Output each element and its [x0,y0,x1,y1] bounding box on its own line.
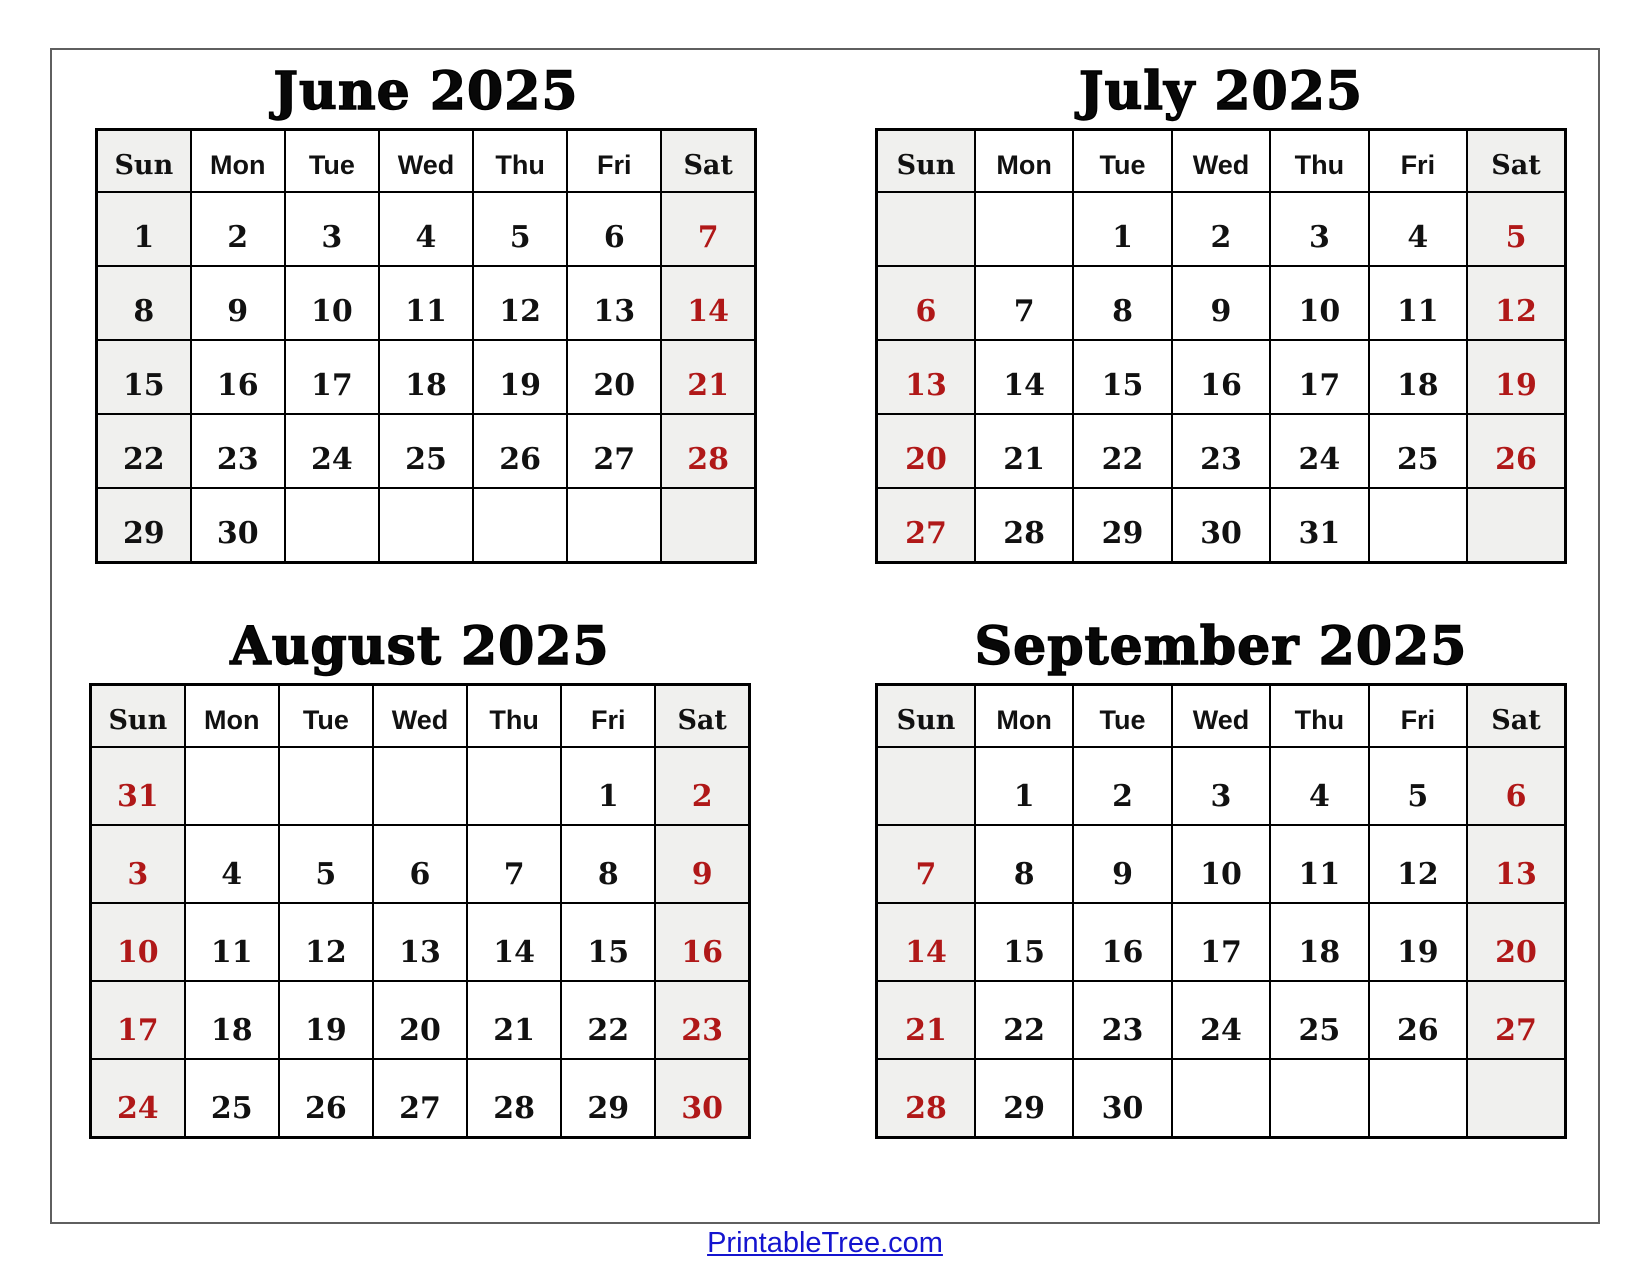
month-grid [875,683,1567,1139]
date-cell: 19 [1369,903,1467,981]
calendar-month-1 [95,56,757,564]
date-cell: 3 [285,192,379,266]
empty-cell [975,192,1073,266]
month-title: September 2025 [974,615,1468,677]
date-cell: 9 [655,825,749,903]
date-cell: 11 [379,266,473,340]
date-cell: 6 [877,266,975,340]
date-cell: 5 [473,192,567,266]
date-cell: 8 [97,266,191,340]
date-cell: 1 [1073,192,1171,266]
weekday-header-fri: Fri [1369,685,1467,748]
weekday-header-fri: Fri [561,685,655,748]
date-cell: 30 [191,488,285,563]
date-cell: 14 [975,340,1073,414]
weekday-header-sat: Sat [655,685,749,748]
date-cell: 7 [877,825,975,903]
date-cell: 14 [467,903,561,981]
date-cell: 26 [473,414,567,488]
date-cell: 24 [1172,981,1270,1059]
date-cell: 26 [279,1059,373,1138]
date-cell: 2 [191,192,285,266]
date-cell: 13 [373,903,467,981]
weekday-header-sun: Sun [877,685,975,748]
date-cell: 27 [877,488,975,563]
weekday-header-sun: Sun [877,130,975,193]
date-cell: 16 [1172,340,1270,414]
date-cell: 22 [1073,414,1171,488]
date-cell: 27 [1467,981,1565,1059]
empty-cell [1270,1059,1368,1138]
date-cell: 23 [1073,981,1171,1059]
date-cell: 2 [1073,747,1171,825]
date-cell: 22 [97,414,191,488]
month-title: August 2025 [230,615,610,677]
date-cell: 25 [185,1059,279,1138]
date-cell: 28 [467,1059,561,1138]
date-cell: 11 [1270,825,1368,903]
weekday-header-mon: Mon [975,685,1073,748]
empty-cell [1467,1059,1565,1138]
date-cell: 6 [1467,747,1565,825]
date-cell: 12 [1467,266,1565,340]
calendar-month-2 [875,56,1567,564]
date-cell: 10 [285,266,379,340]
weekday-header-thu: Thu [1270,130,1368,193]
date-cell: 4 [185,825,279,903]
weekday-header-mon: Mon [975,130,1073,193]
date-cell: 18 [379,340,473,414]
date-cell: 27 [567,414,661,488]
date-cell: 12 [473,266,567,340]
empty-cell [661,488,755,563]
date-cell: 18 [1270,903,1368,981]
empty-cell [1369,488,1467,563]
empty-cell [473,488,567,563]
date-cell: 2 [655,747,749,825]
date-cell: 21 [661,340,755,414]
calendar-month-4 [875,611,1567,1139]
empty-cell [877,747,975,825]
date-cell: 17 [1270,340,1368,414]
empty-cell [185,747,279,825]
date-cell: 13 [877,340,975,414]
date-cell: 17 [285,340,379,414]
date-cell: 19 [1467,340,1565,414]
date-cell: 28 [661,414,755,488]
date-cell: 29 [561,1059,655,1138]
date-cell: 19 [473,340,567,414]
date-cell: 29 [975,1059,1073,1138]
date-cell: 22 [561,981,655,1059]
date-cell: 17 [91,981,185,1059]
date-cell: 28 [877,1059,975,1138]
date-cell: 3 [1172,747,1270,825]
calendar-month-3 [89,611,751,1139]
date-cell: 19 [279,981,373,1059]
empty-cell [379,488,473,563]
date-cell: 9 [1073,825,1171,903]
date-cell: 10 [91,903,185,981]
date-cell: 12 [279,903,373,981]
weekday-header-sun: Sun [97,130,191,193]
month-title: June 2025 [273,60,579,122]
date-cell: 21 [467,981,561,1059]
date-cell: 17 [1172,903,1270,981]
weekday-header-tue: Tue [1073,130,1171,193]
date-cell: 16 [655,903,749,981]
date-cell: 24 [91,1059,185,1138]
empty-cell [467,747,561,825]
weekday-header-tue: Tue [279,685,373,748]
weekday-header-tue: Tue [1073,685,1171,748]
date-cell: 8 [561,825,655,903]
date-cell: 25 [1369,414,1467,488]
weekday-header-thu: Thu [467,685,561,748]
weekday-header-sat: Sat [661,130,755,193]
weekday-header-wed: Wed [373,685,467,748]
weekday-header-wed: Wed [1172,130,1270,193]
empty-cell [877,192,975,266]
date-cell: 21 [975,414,1073,488]
date-cell: 31 [91,747,185,825]
date-cell: 1 [561,747,655,825]
date-cell: 4 [1270,747,1368,825]
weekday-header-sun: Sun [91,685,185,748]
date-cell: 29 [97,488,191,563]
date-cell: 18 [185,981,279,1059]
date-cell: 4 [379,192,473,266]
printabletree-link[interactable]: PrintableTree.com [707,1227,943,1259]
date-cell: 15 [975,903,1073,981]
date-cell: 20 [373,981,467,1059]
weekday-header-thu: Thu [1270,685,1368,748]
date-cell: 15 [561,903,655,981]
weekday-header-sat: Sat [1467,130,1565,193]
empty-cell [373,747,467,825]
date-cell: 23 [191,414,285,488]
date-cell: 30 [1172,488,1270,563]
empty-cell [1369,1059,1467,1138]
date-cell: 10 [1172,825,1270,903]
empty-cell [1172,1059,1270,1138]
month-grid [875,128,1567,564]
month-grid [89,683,751,1139]
date-cell: 8 [975,825,1073,903]
date-cell: 30 [655,1059,749,1138]
date-cell: 9 [191,266,285,340]
date-cell: 1 [975,747,1073,825]
date-cell: 7 [975,266,1073,340]
date-cell: 21 [877,981,975,1059]
page-border-frame [50,48,1600,1224]
date-cell: 14 [877,903,975,981]
date-cell: 13 [567,266,661,340]
month-grid [95,128,757,564]
date-cell: 26 [1369,981,1467,1059]
weekday-header-mon: Mon [185,685,279,748]
date-cell: 20 [1467,903,1565,981]
weekday-header-thu: Thu [473,130,567,193]
date-cell: 24 [1270,414,1368,488]
date-cell: 7 [661,192,755,266]
date-cell: 12 [1369,825,1467,903]
date-cell: 15 [1073,340,1171,414]
date-cell: 23 [1172,414,1270,488]
empty-cell [279,747,373,825]
footer [0,1227,1650,1260]
date-cell: 3 [1270,192,1368,266]
date-cell: 9 [1172,266,1270,340]
date-cell: 13 [1467,825,1565,903]
date-cell: 3 [91,825,185,903]
date-cell: 27 [373,1059,467,1138]
month-title: July 2025 [1078,60,1364,122]
date-cell: 5 [1467,192,1565,266]
date-cell: 20 [567,340,661,414]
empty-cell [1467,488,1565,563]
date-cell: 31 [1270,488,1368,563]
date-cell: 23 [655,981,749,1059]
date-cell: 6 [373,825,467,903]
weekday-header-wed: Wed [379,130,473,193]
date-cell: 16 [1073,903,1171,981]
date-cell: 11 [185,903,279,981]
date-cell: 8 [1073,266,1171,340]
date-cell: 7 [467,825,561,903]
date-cell: 22 [975,981,1073,1059]
date-cell: 5 [279,825,373,903]
date-cell: 4 [1369,192,1467,266]
date-cell: 29 [1073,488,1171,563]
date-cell: 18 [1369,340,1467,414]
date-cell: 16 [191,340,285,414]
date-cell: 15 [97,340,191,414]
date-cell: 28 [975,488,1073,563]
date-cell: 30 [1073,1059,1171,1138]
date-cell: 2 [1172,192,1270,266]
date-cell: 20 [877,414,975,488]
date-cell: 14 [661,266,755,340]
weekday-header-wed: Wed [1172,685,1270,748]
weekday-header-sat: Sat [1467,685,1565,748]
date-cell: 1 [97,192,191,266]
date-cell: 26 [1467,414,1565,488]
date-cell: 11 [1369,266,1467,340]
date-cell: 5 [1369,747,1467,825]
empty-cell [285,488,379,563]
empty-cell [567,488,661,563]
weekday-header-fri: Fri [567,130,661,193]
date-cell: 6 [567,192,661,266]
date-cell: 25 [379,414,473,488]
weekday-header-mon: Mon [191,130,285,193]
weekday-header-fri: Fri [1369,130,1467,193]
date-cell: 10 [1270,266,1368,340]
weekday-header-tue: Tue [285,130,379,193]
date-cell: 25 [1270,981,1368,1059]
date-cell: 24 [285,414,379,488]
